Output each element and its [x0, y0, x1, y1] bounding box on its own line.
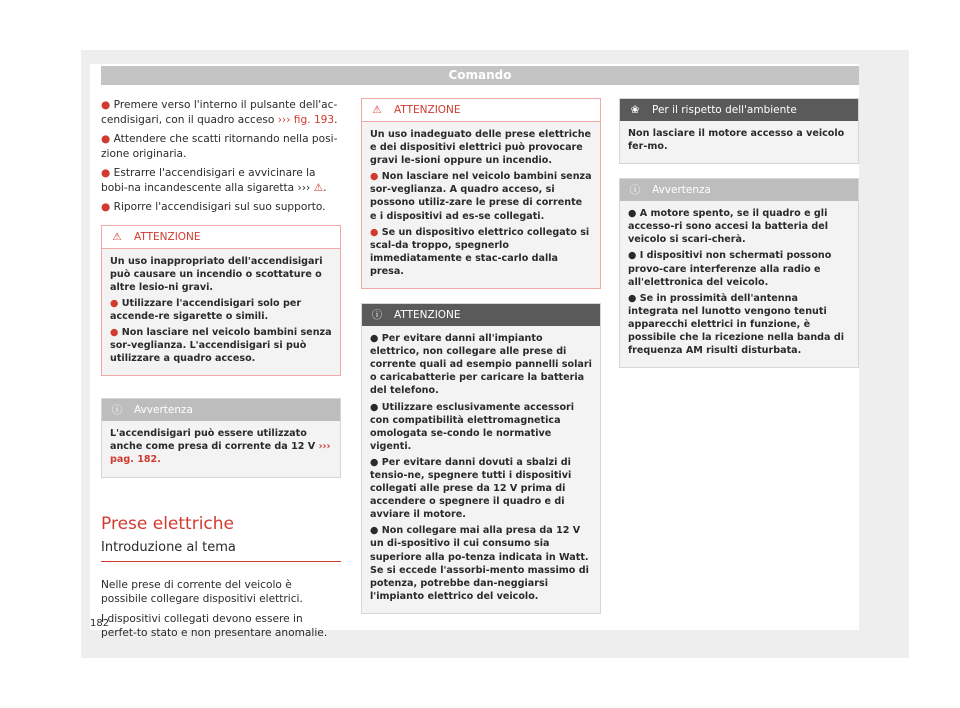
- note-text: L'accendisigari può essere utilizzato anche come presa di corrente da 12 V ››› pag. 182.: [110, 428, 331, 466]
- note-item: ● I dispositivi non schermati possono provo-care interferenze alla radio e all'elettronica del veicolo.: [628, 250, 832, 288]
- environment-box: [619, 98, 859, 164]
- paragraph: Nelle prese di corrente del veicolo è possibile collegare dispositivi elettrici.: [101, 578, 303, 606]
- warning-intro: Un uso inadeguato delle prese elettriche e dei dispositivi elettrici può provocare gravi le-sioni oppure un incendio.: [370, 129, 592, 167]
- warning-item: ● Non lasciare nel veicolo bambini senza sor-veglianza. A quadro acceso, si possono utiliz-zare le prese di corrente e i dispositivi ad es-se collegati.: [370, 171, 592, 222]
- bullet-item: ● Riporre l'accendisigari sul suo supporto.: [101, 201, 326, 213]
- environment-icon: ❀: [630, 104, 640, 116]
- bullet-item: ● Estrarre l'accendisigari e avvicinare la bobi-na incandescente alla sigaretta ››› ⚠.: [101, 167, 327, 194]
- figure-link[interactable]: ››› fig. 193: [277, 113, 335, 126]
- warning-triangle-icon: ⚠: [372, 104, 382, 116]
- section-title: Prese elettriche: [101, 513, 235, 534]
- page-number: 182: [90, 618, 110, 629]
- info-icon: ⓘ: [111, 404, 123, 417]
- environment-text: Non lasciare il motore accesso a veicolo fer-mo.: [628, 128, 845, 153]
- caution-item: ● Non collegare mai alla presa da 12 V un di-spositivo il cui consumo sia superiore alla po-tenza indicata in Watt. Se si eccede l'assorbi-mento massimo di potenza, potrebbe dan-neggiarsi l'impianto elettrico del veicolo.: [370, 525, 589, 602]
- note-box: [101, 398, 341, 477]
- warning-item: ● Non lasciare nel veicolo bambini senza sor-veglianza. L'accendisigari si può utilizzare a quadro acceso.: [110, 326, 332, 365]
- page-header: Comando: [101, 66, 859, 85]
- caution-icon: ⓘ: [371, 309, 383, 322]
- column-2: [361, 98, 601, 628]
- warning-ref-icon[interactable]: ⚠: [313, 181, 324, 194]
- warning-title: ATTENZIONE: [394, 104, 461, 116]
- note-title: Avvertenza: [652, 184, 711, 197]
- bullet-item: ● Attendere che scatti ritornando nella posi-zione originaria.: [101, 133, 338, 160]
- warning-box: [101, 225, 341, 377]
- warning-item: ● Utilizzare l'accendisigari solo per accende-re sigarette o simili.: [110, 297, 302, 322]
- caution-title: ATTENZIONE: [394, 309, 461, 322]
- warning-item: ● Se un dispositivo elettrico collegato si scal-da troppo, spegnerlo immediatamente e stac-carlo dalla presa.: [370, 226, 590, 277]
- bullet-item: ● Premere verso l'interno il pulsante dell'ac-cendisigari, con il quadro acceso ››› fig. 193.: [101, 99, 338, 126]
- note-item: ● Se in prossimità dell'antenna integrata nel lunotto vengono tenuti apparecchi elettrici in funzione, è possibile che la ricezione nella banda di frequenza AM risulti disturbata.: [628, 292, 845, 357]
- warning-box: [361, 98, 601, 289]
- caution-item: ● Per evitare danni dovuti a sbalzi di tensio-ne, spegnere tutti i dispositivi collegati alle prese da 12 V prima di accendere o spegnere il quadro e di avviare il motore.: [370, 456, 572, 521]
- note-title: Avvertenza: [134, 404, 193, 417]
- warning-triangle-icon: ⚠: [112, 230, 122, 243]
- info-icon: ⓘ: [629, 184, 641, 197]
- subsection-title: Introduzione al tema: [101, 540, 341, 562]
- page-link[interactable]: ››› pag. 182.: [110, 441, 331, 466]
- caution-item: ● Utilizzare esclusivamente accessori con compatibilità elettromagnetica omologata se-condo le normative vigenti.: [370, 401, 575, 452]
- warning-intro: Un uso inappropriato dell'accendisigari può causare un incendio o scottature o altre lesio-ni gravi.: [110, 255, 323, 293]
- note-item: ● A motore spento, se il quadro e gli accesso-ri sono accesi la batteria del veicolo si scari-cherà.: [628, 208, 829, 246]
- caution-item: ● Per evitare danni all'impianto elettrico, non collegare alle prese di corrente quali ad esempio pannelli solari o caricabatterie per caricare la batteria del telefono.: [370, 333, 592, 397]
- warning-title: ATTENZIONE: [134, 230, 201, 243]
- caution-box: [361, 303, 601, 614]
- environment-title: Per il rispetto dell'ambiente: [652, 104, 797, 116]
- column-3: [619, 98, 859, 382]
- note-box: [619, 178, 859, 368]
- column-1: [101, 98, 341, 646]
- paragraph: I dispositivi collegati devono essere in perfet-to stato e non presentare anomalie.: [101, 612, 328, 640]
